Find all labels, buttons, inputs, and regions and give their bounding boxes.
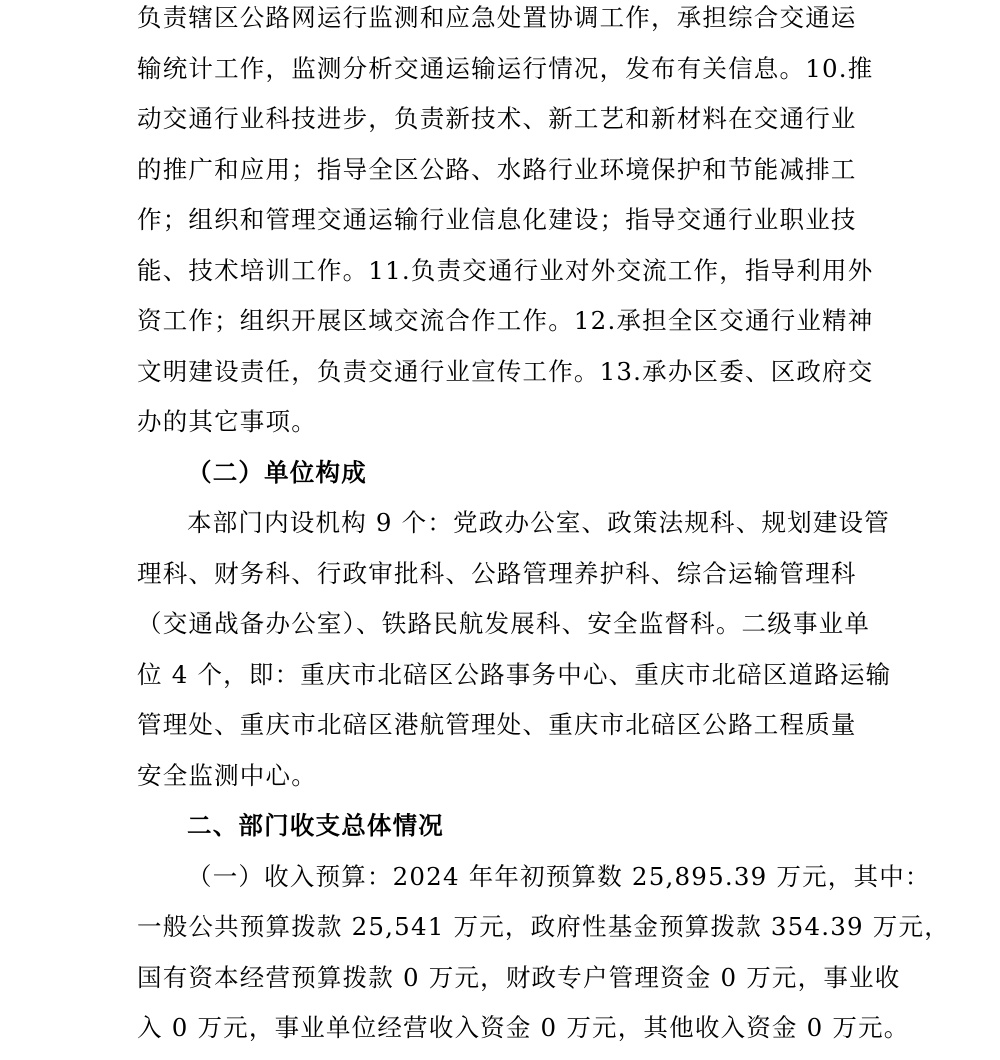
text-line: 的推广和应用；指导全区公路、水路行业环境保护和节能减排工 — [137, 154, 857, 184]
section-heading: 二、部门收支总体情况 — [187, 811, 444, 840]
text-line: 管理处、重庆市北碚区港航管理处、重庆市北碚区公路工程质量 — [137, 710, 857, 739]
text-line: 作；组织和管理交通运输行业信息化建设；指导交通行业职业技 — [137, 205, 857, 234]
paragraph-income-budget — [137, 858, 950, 1060]
text-line: 理科、财务科、行政审批科、公路管理养护科、综合运输管理科 — [137, 558, 857, 588]
text-line: （一）收入预算：2024 年年初预算数 25,895.39 万元，其中： — [187, 861, 931, 891]
paragraph-duties — [137, 0, 897, 454]
text-line: 一般公共预算拨款 25,541 万元，政府性基金预算拨款 354.39 万元， — [137, 912, 950, 941]
paragraph-unit-composition — [137, 504, 897, 807]
text-line: 位 4 个，即：重庆市北碚区公路事务中心、重庆市北碚区道路运输 — [137, 659, 892, 689]
text-line: 能、技术培训工作。11.负责交通行业对外交流工作，指导利用外 — [137, 255, 874, 285]
text-line: 文明建设责任，负责交通行业宣传工作。13.承办区委、区政府交 — [137, 356, 874, 386]
text-line: 安全监测中心。 — [137, 760, 317, 790]
text-line: 负责辖区公路网运行监测和应急处置协调工作，承担综合交通运 — [137, 3, 857, 32]
text-line: 国有资本经营预算拨款 0 万元，财政专户管理资金 0 万元，事业收 — [137, 962, 901, 992]
text-line: 资工作；组织开展区域交流合作工作。12.承担全区交通行业精神 — [137, 306, 874, 335]
text-line: （交通战备办公室）、铁路民航发展科、安全监督科。二级事业单 — [137, 609, 871, 638]
document-page — [137, 0, 950, 1060]
text-line: 入 0 万元，事业单位经营收入资金 0 万元，其他收入资金 0 万元。 — [137, 1013, 910, 1042]
text-line: 输统计工作，监测分析交通运输运行情况，发布有关信息。10.推 — [137, 53, 874, 83]
text-line: 办的其它事项。 — [137, 407, 317, 436]
text-line: 动交通行业科技进步，负责新技术、新工艺和新材料在交通行业 — [137, 104, 857, 133]
subheading-unit-composition: （二）单位构成 — [187, 457, 367, 487]
text-line: 本部门内设机构 9 个：党政办公室、政策法规科、规划建设管 — [187, 508, 890, 537]
